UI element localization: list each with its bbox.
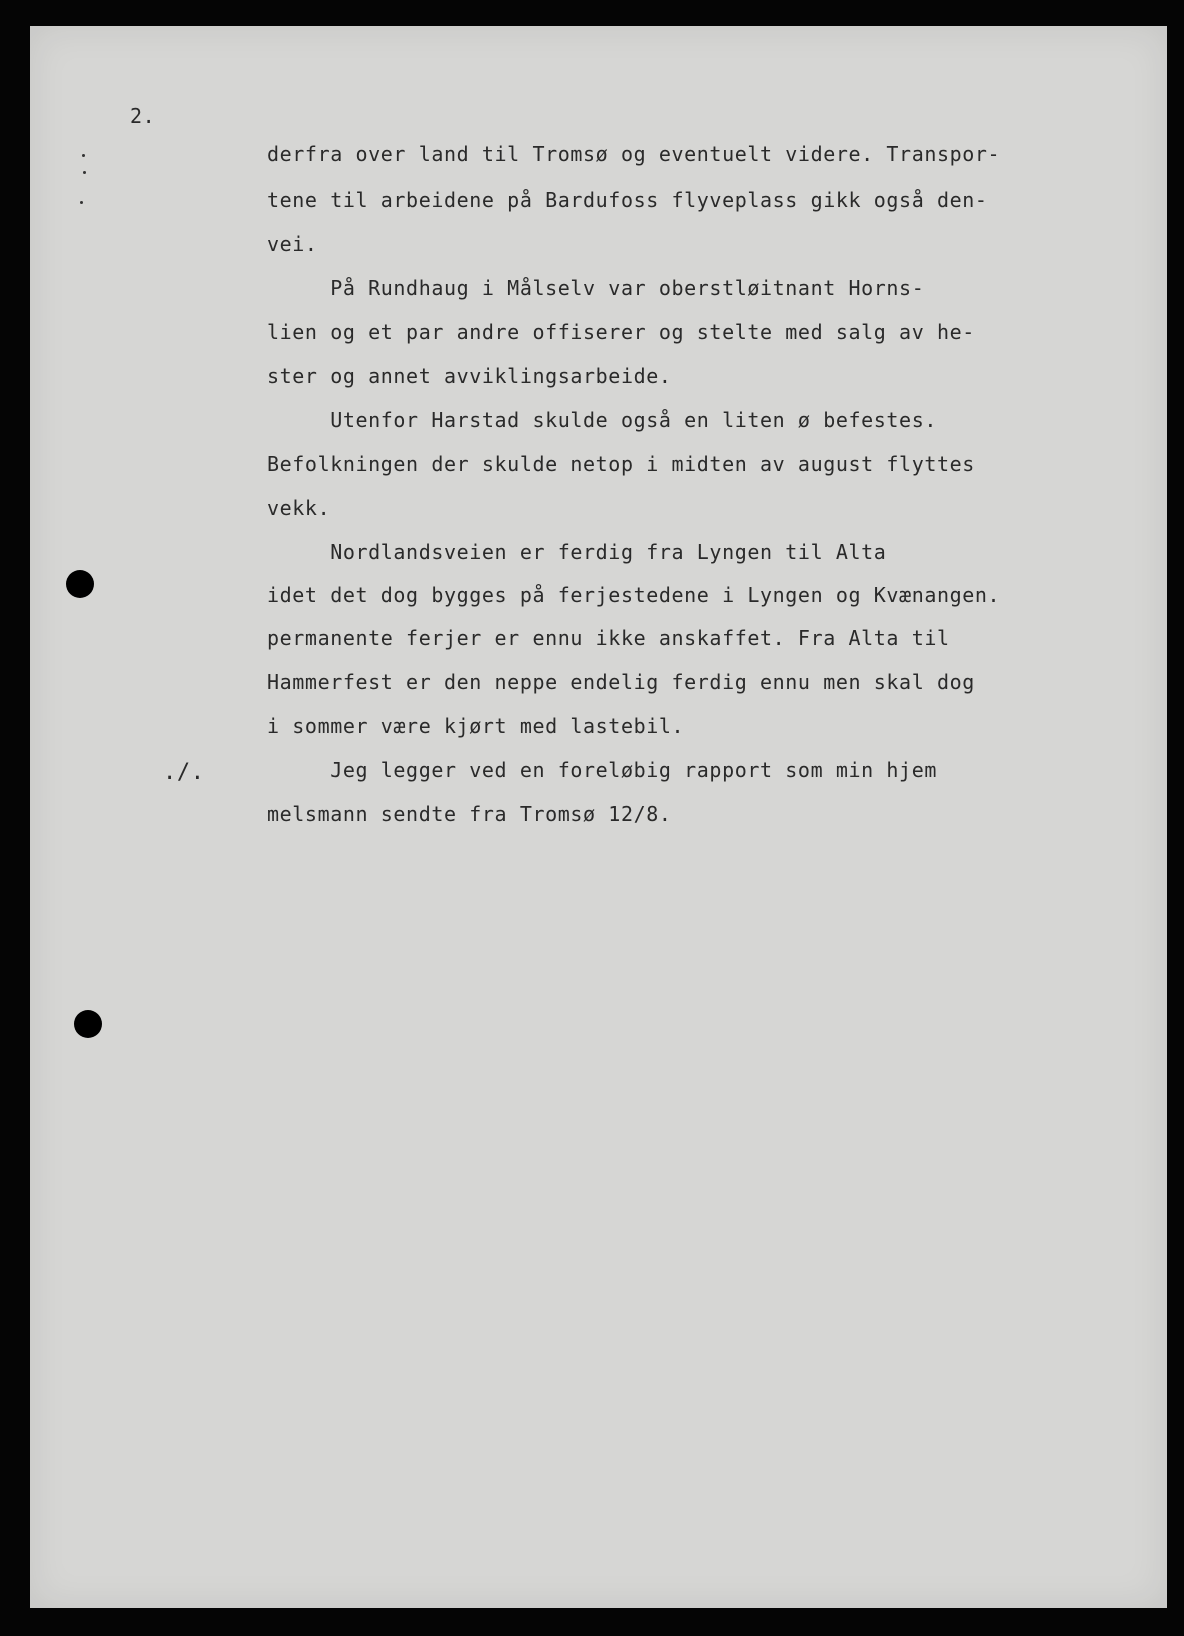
text-line-5: lien og et par andre offiserer og stelte med salg av he- [267, 320, 975, 344]
text-line-8: Befolkningen der skulde netop i midten av august flyttes [267, 452, 975, 476]
document-page [30, 26, 1167, 1608]
text-line-10: Nordlandsveien er ferdig fra Lyngen til Alta [267, 540, 887, 564]
punch-hole-bottom [74, 1010, 102, 1038]
punch-hole-top [66, 570, 94, 598]
text-line-14: i sommer være kjørt med lastebil. [267, 714, 685, 738]
text-line-7: Utenfor Harstad skulde også en liten ø befestes. [267, 408, 937, 432]
text-line-15: Jeg legger ved en foreløbig rapport som min hjem [267, 758, 937, 782]
text-line-12: permanente ferjer er ennu ikke anskaffet. Fra Alta til [267, 626, 950, 650]
text-line-1: derfra over land til Tromsø og eventuelt videre. Transpor- [267, 142, 1001, 166]
margin-dot [83, 171, 86, 174]
text-line-6: ster og annet avviklingsarbeide. [267, 364, 672, 388]
enclosure-mark: ./. [163, 760, 205, 785]
text-line-13: Hammerfest er den neppe endelig ferdig ennu men skal dog [267, 670, 975, 694]
margin-dot [82, 154, 85, 157]
text-line-16: melsmann sendte fra Tromsø 12/8. [267, 802, 672, 826]
text-line-9: vekk. [267, 496, 331, 520]
text-line-2: tene til arbeidene på Bardufoss flyveplass gikk også den- [267, 188, 988, 212]
text-line-3: vei. [267, 232, 318, 256]
text-line-11: idet det dog bygges på ferjestedene i Lyngen og Kvænangen. [267, 583, 1001, 607]
margin-dot [80, 201, 83, 204]
page-number: 2. [130, 104, 156, 128]
text-line-4: På Rundhaug i Målselv var oberstløitnant Horns- [267, 276, 925, 300]
